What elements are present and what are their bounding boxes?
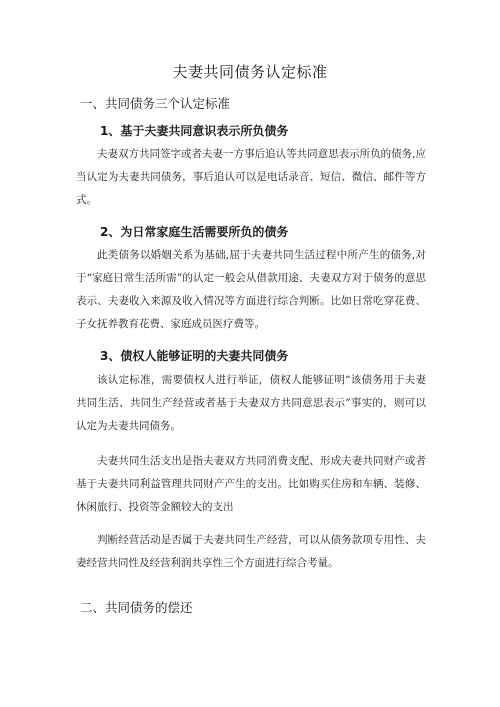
subsection-heading-2: 2、为日常家庭生活需要所负的债务 [100,225,289,239]
document-title: 夫妻共同债务认定标准 [172,63,328,81]
section-heading-2: 二、共同债务的偿还 [80,600,193,615]
paragraph-2: 此类债务以婚姻关系为基础,屈于夫妻共同生活过程中所产生的债务,对于“家庭日常生活所需”的认定一般会从借款用途、夫妻双方对于债务的意思表示、夫妻收入来源及收入情况等方面进行综合判断。比如日常吃穿花费、子女抚养教育花费、家庭成员医疗费等。 [76,249,426,330]
paragraph-3: 该认定标准，需要债权人进行举证，债权人能够证明“该债务用于夫妻共同生活、共同生产经营或者基于夫妻双方共同意思表示”事实的，则可以认定为夫妻共同债务。 [76,374,426,432]
paragraph-5: 判断经营活动是否属于夫妻共同生产经营，可以从债务款项专用性、夫妻经营共同性及经营利润共享性三个方面进行综合考量。 [76,534,426,569]
subsection-heading-3: 3、债权人能够证明的夫妻共同债务 [100,349,289,363]
paragraph-4: 夫妻共同生活支出是指夫妻双方共同消费支配、形成夫妻共同财产或者基于夫妻共同利益管理共同财产产生的支出。比如购买住房和车辆、装修、休闲旅行、投资等金额较大的支出 [76,455,426,513]
section-heading-1: 一、共同债务三个认定标准 [80,96,231,111]
paragraph-1: 夫妻双方共同签字或者夫妻一方事后追认等共同意思表示所负的债务,应当认定为夫妻共同债务，事后追认可以是电话录音、短信、微信、邮件等方式。 [76,148,426,206]
subsection-heading-1: 1、基于夫妻共同意识表示所负债务 [100,124,289,138]
